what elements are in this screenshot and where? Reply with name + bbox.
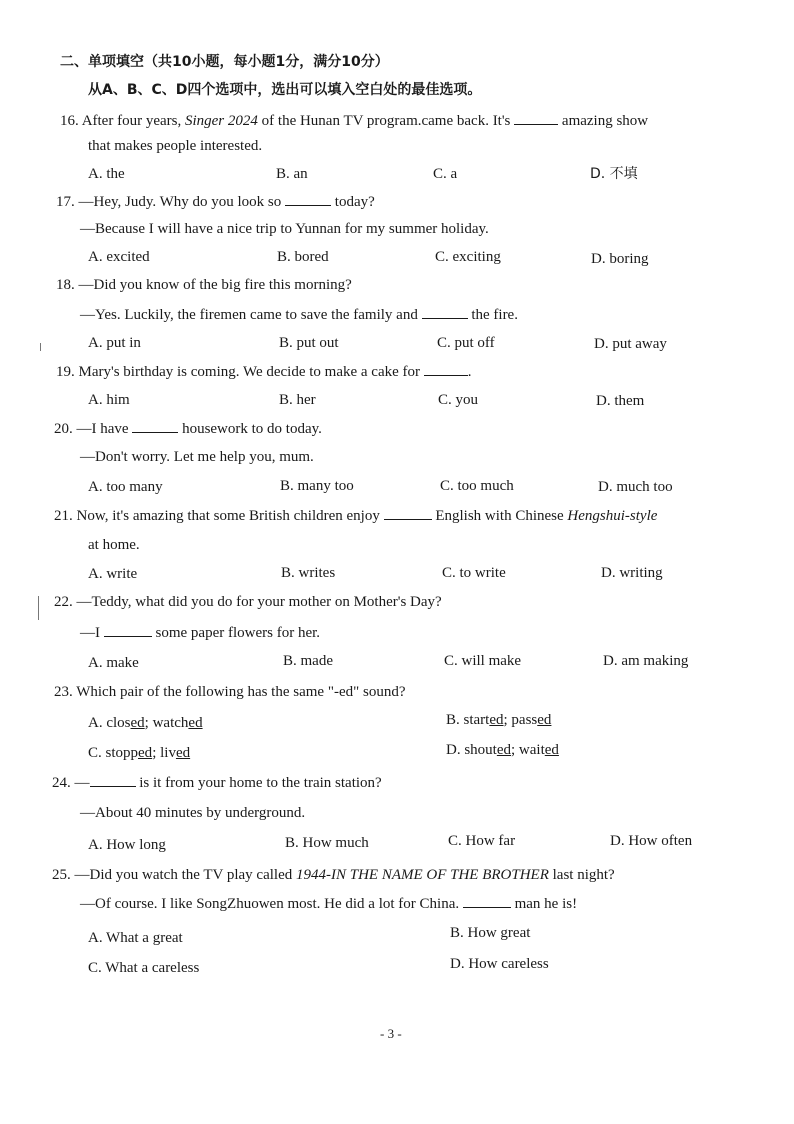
option-b[interactable]: B. bored: [277, 249, 329, 265]
option-d[interactable]: D. them: [596, 393, 645, 409]
option-d[interactable]: D. boring: [591, 251, 649, 267]
question-24-line-2: —About 40 minutes by underground.: [80, 805, 306, 821]
option-a[interactable]: A. excited: [88, 249, 150, 265]
option-d[interactable]: D. shouted; waited: [446, 742, 559, 758]
section-instruction: 从A、B、C、D四个选项中，选出可以填入空白处的最佳选项。: [88, 82, 482, 98]
question-17: 17. —Hey, Judy. Why do you look so today?: [56, 191, 375, 212]
question-17-line-2: —Because I will have a nice trip to Yunnan for my summer holiday.: [80, 221, 489, 237]
option-b[interactable]: B. started; passed: [446, 712, 552, 728]
option-a[interactable]: A. What a great: [88, 930, 183, 946]
answer-blank[interactable]: [90, 772, 136, 787]
option-a[interactable]: A. How long: [88, 837, 166, 853]
answer-blank[interactable]: [424, 361, 468, 376]
option-c[interactable]: C. exciting: [435, 249, 501, 265]
question-18-line-2: —Yes. Luckily, the firemen came to save the family and the fire.: [80, 304, 518, 325]
question-25: 25. —Did you watch the TV play called 1944-IN THE NAME OF THE BROTHER last night?: [52, 867, 615, 883]
option-b[interactable]: B. put out: [279, 335, 339, 351]
question-16-line-2: that makes people interested.: [88, 138, 263, 154]
option-d[interactable]: D. How often: [610, 833, 693, 849]
question-24: 24. — is it from your home to the train station?: [52, 772, 382, 793]
scan-mark: [40, 343, 41, 351]
option-b[interactable]: B. her: [279, 392, 316, 408]
option-b[interactable]: B. writes: [281, 565, 336, 581]
option-a[interactable]: A. closed; watched: [88, 715, 203, 731]
option-b[interactable]: B. an: [276, 166, 308, 182]
question-21-line-2: at home.: [88, 537, 140, 553]
option-b[interactable]: B. How much: [285, 835, 369, 851]
option-d[interactable]: D. put away: [594, 336, 667, 352]
option-d[interactable]: D. 不填: [590, 166, 638, 182]
section-title: 二、单项填空（共10小题，每小题1分，满分10分）: [60, 54, 389, 70]
option-c[interactable]: C. too much: [440, 478, 514, 494]
option-a[interactable]: A. write: [88, 566, 138, 582]
option-d[interactable]: D. How careless: [450, 956, 549, 972]
option-c[interactable]: C. a: [433, 166, 458, 182]
option-b[interactable]: B. How great: [450, 925, 531, 941]
question-20: 20. —I have housework to do today.: [54, 418, 322, 439]
option-d[interactable]: D. much too: [598, 479, 673, 495]
answer-blank[interactable]: [104, 622, 152, 637]
option-a[interactable]: A. make: [88, 655, 139, 671]
question-19: 19. Mary's birthday is coming. We decide to make a cake for .: [56, 361, 472, 382]
answer-blank[interactable]: [384, 505, 432, 520]
option-c[interactable]: C. How far: [448, 833, 516, 849]
option-a[interactable]: A. too many: [88, 479, 163, 495]
question-16: 16. After four years, Singer 2024 of the Hunan TV program.came back. It's amazing show: [60, 110, 648, 131]
option-d[interactable]: D. am making: [603, 653, 689, 669]
option-c[interactable]: C. stopped; lived: [88, 745, 191, 761]
question-23: 23. Which pair of the following has the same "-ed" sound?: [54, 684, 406, 700]
question-18: 18. —Did you know of the big fire this morning?: [56, 277, 352, 293]
question-22-line-2: —I some paper flowers for her.: [80, 622, 320, 643]
option-a[interactable]: A. put in: [88, 335, 141, 351]
answer-blank[interactable]: [514, 110, 558, 125]
answer-blank[interactable]: [285, 191, 331, 206]
option-d[interactable]: D. writing: [601, 565, 663, 581]
option-b[interactable]: B. many too: [280, 478, 354, 494]
option-c[interactable]: C. will make: [444, 653, 522, 669]
option-c[interactable]: C. you: [438, 392, 479, 408]
option-c[interactable]: C. put off: [437, 335, 495, 351]
option-a[interactable]: A. him: [88, 392, 130, 408]
question-22: 22. —Teddy, what did you do for your mother on Mother's Day?: [54, 594, 442, 610]
option-c[interactable]: C. What a careless: [88, 960, 200, 976]
page-number: - 3 -: [380, 1026, 402, 1041]
answer-blank[interactable]: [132, 418, 178, 433]
question-25-line-2: —Of course. I like SongZhuowen most. He did a lot for China. man he is!: [80, 893, 577, 914]
answer-blank[interactable]: [422, 304, 468, 319]
question-20-line-2: —Don't worry. Let me help you, mum.: [80, 449, 314, 465]
option-c[interactable]: C. to write: [442, 565, 506, 581]
option-a[interactable]: A. the: [88, 166, 125, 182]
option-b[interactable]: B. made: [283, 653, 333, 669]
question-21: 21. Now, it's amazing that some British children enjoy English with Chinese Hengshui-style: [54, 505, 657, 526]
answer-blank[interactable]: [463, 893, 511, 908]
scan-mark: [38, 596, 39, 620]
